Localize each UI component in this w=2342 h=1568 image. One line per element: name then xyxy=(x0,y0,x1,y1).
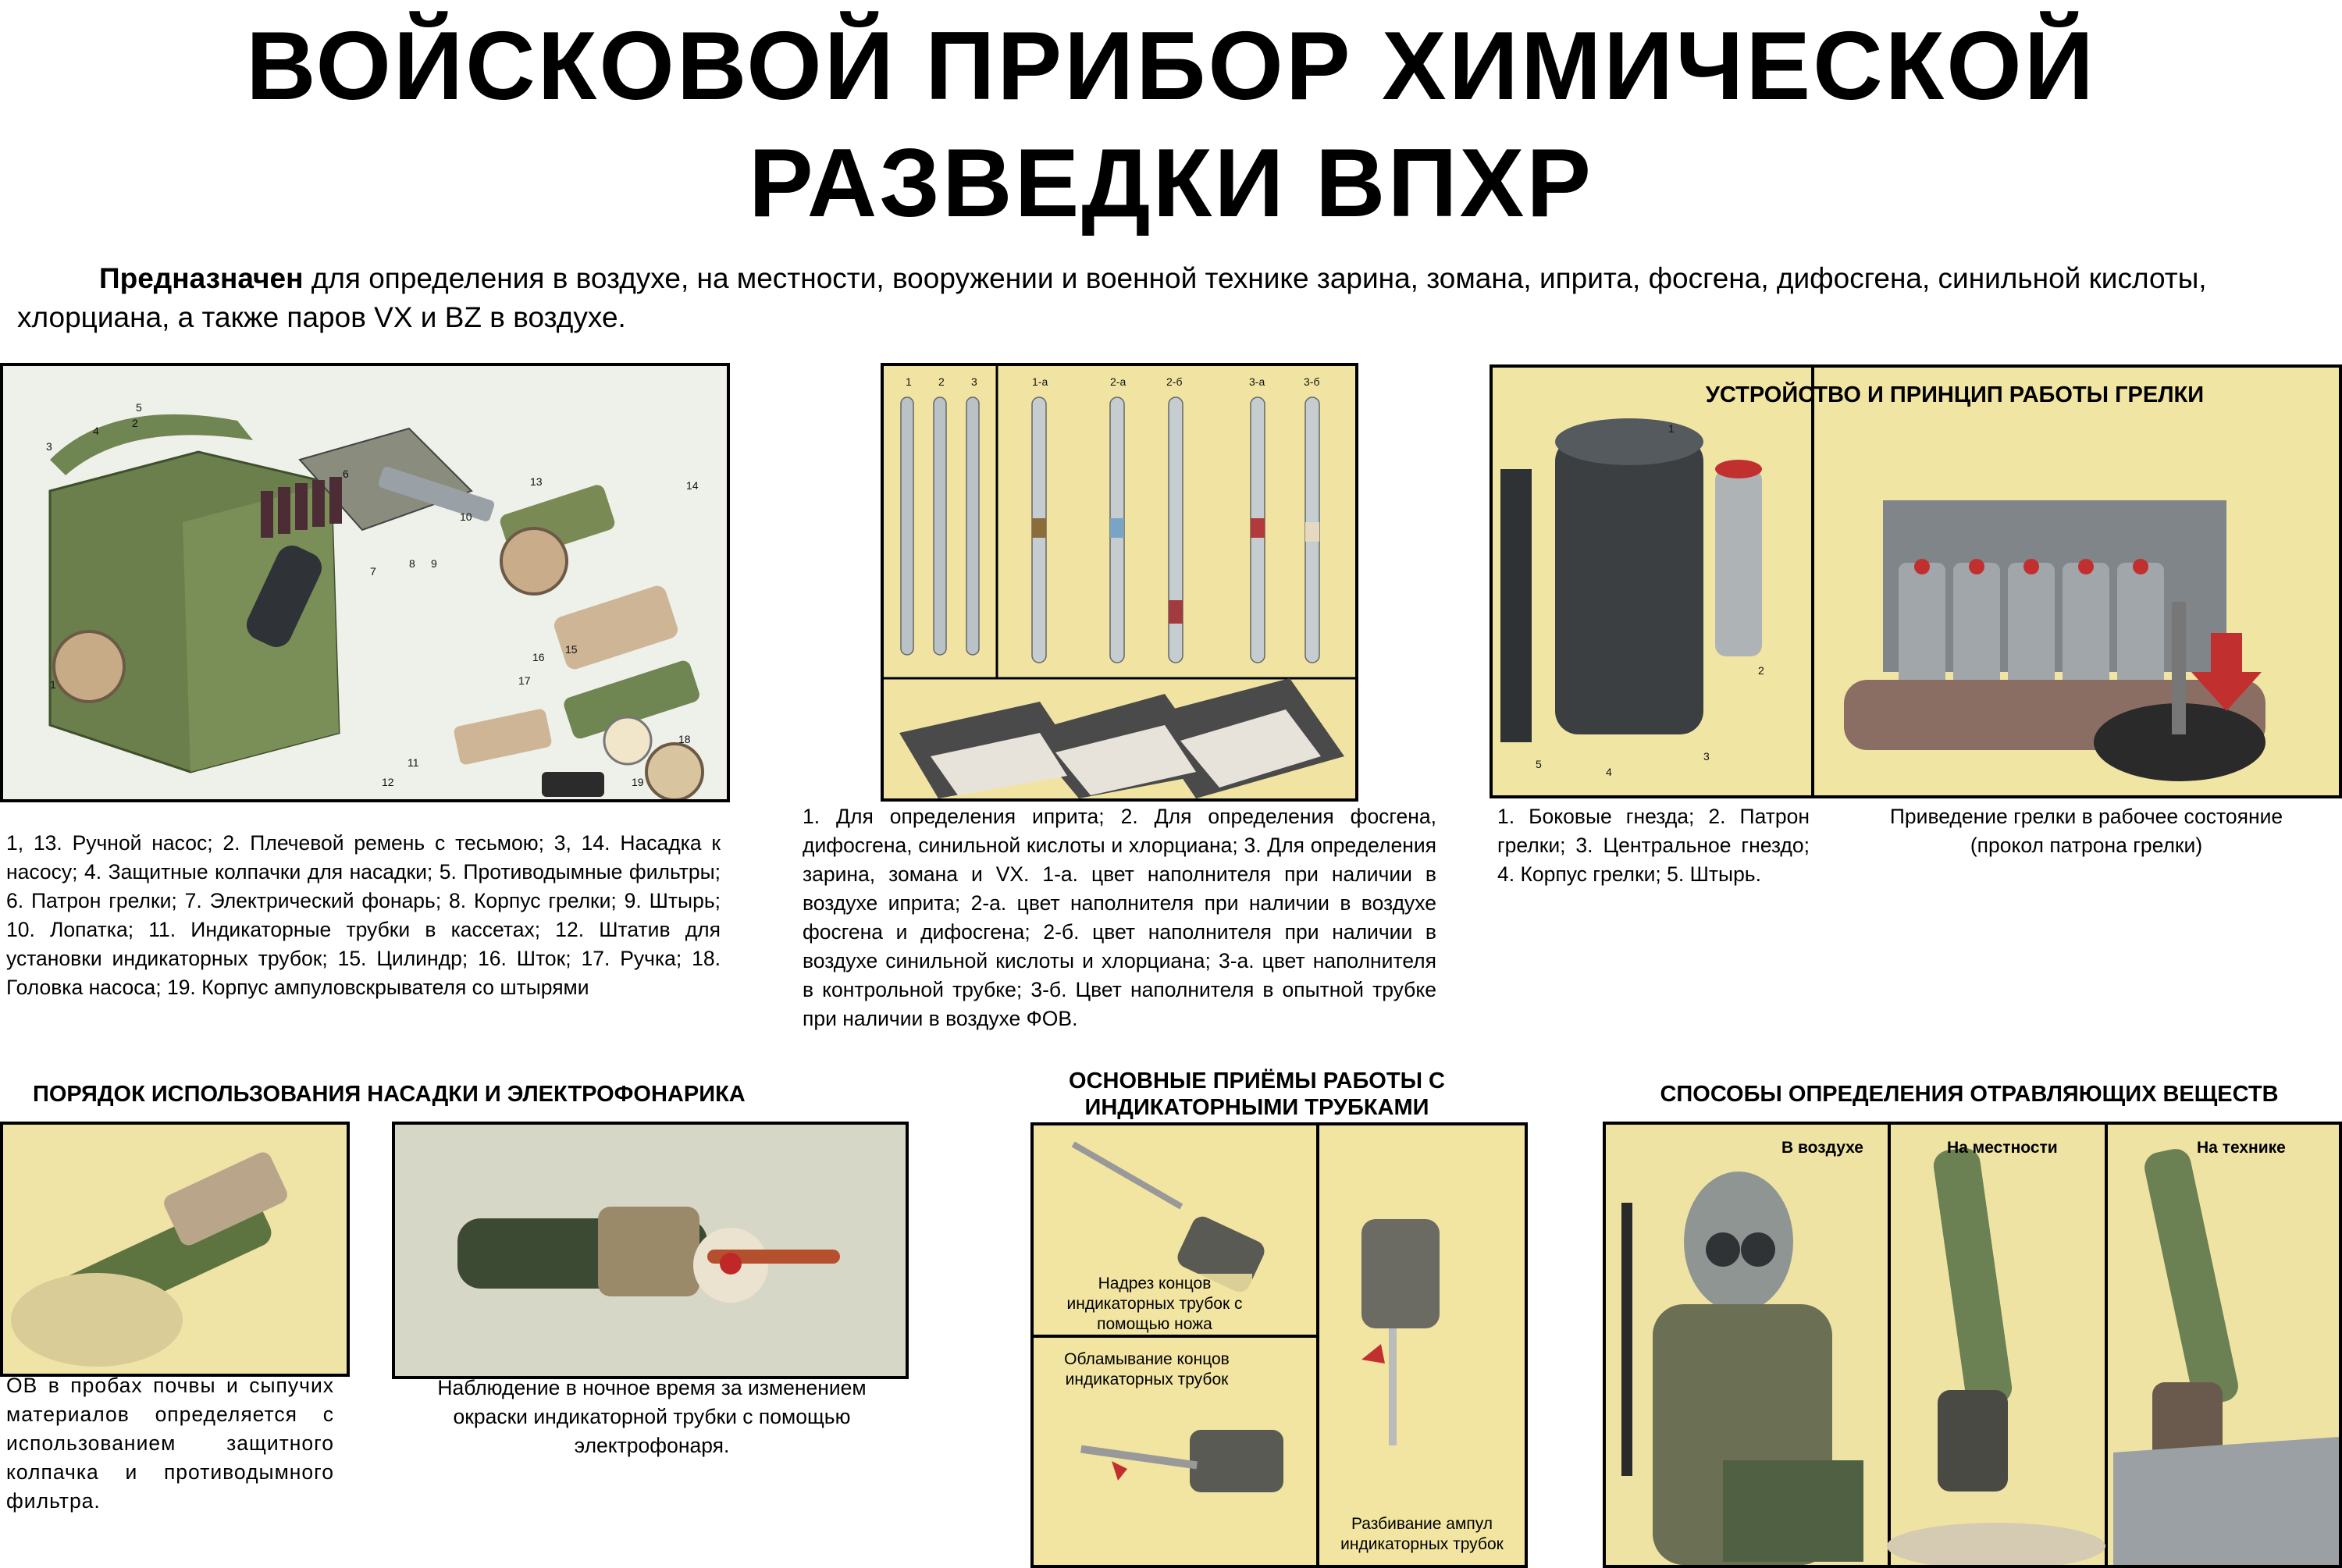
tubes-caption: 1. Для определения иприта; 2. Для определения фосгена, дифосгена, синильной кислоты и хлорциана; 3. Для определения зарина, зомана и VX. 1-а. цвет наполнителя при наличии в воздухе иприта; 2-а. цвет наполнителя при наличии в воздухе фосгена и дифосгена; 2-б. цвет наполнителя при наличии в воздухе синильной кислоты и хлорциана; 3-а. цвет наполнителя в контрольной трубке; 3-б. Цвет наполнителя в опытной трубке при наличии в воздухе ФОВ. xyxy=(803,805,1436,1030)
techniques-header-line1: ОСНОВНЫЕ ПРИЁМЫ РАБОТЫ С xyxy=(1069,1068,1445,1093)
tube-label-2a: 2-а xyxy=(1110,375,1127,388)
methods-col-terrain: На местности xyxy=(1947,1139,2058,1157)
heater-caption-left: 1. Боковые гнезда; 2. Патрон грелки; 3. Центральное гнездо; 4. Корпус грелки; 5. Штырь. xyxy=(1497,805,1810,886)
methods-col-vehicle: На технике xyxy=(2197,1139,2286,1157)
heater-num-3: 3 xyxy=(1703,750,1710,763)
nozzle-header: ПОРЯДОК ИСПОЛЬЗОВАНИЯ НАСАДКИ И ЭЛЕКТРОФОНАРИКА xyxy=(33,1082,746,1107)
heater-caption-right: Приведение грелки в рабочее состояние (прокол патрона грелки) xyxy=(1889,805,2283,857)
intro-bold: Предназначен xyxy=(99,262,304,294)
tube-label-3: 3 xyxy=(971,375,977,388)
kit-num-16: 16 xyxy=(532,651,545,663)
techniques-header-line2: ИНДИКАТОРНЫМИ ТРУБКАМИ xyxy=(1084,1095,1429,1120)
technique-label-1: Надрез концов индикаторных трубок с помощью ножа xyxy=(1057,1274,1252,1335)
nozzle-illustration-right xyxy=(392,1122,909,1379)
intro-paragraph xyxy=(17,259,2328,337)
heater-drawing xyxy=(1493,368,2339,795)
kit-num-4: 4 xyxy=(93,425,99,437)
nozzle-caption-left: ОВ в пробах почвы и сыпучих материалов определяется с использованием защитного колпачка и противодымного фильтра. xyxy=(6,1374,334,1513)
methods-drawing xyxy=(1606,1125,2339,1565)
kit-illustration xyxy=(0,363,730,802)
kit-num-11: 11 xyxy=(408,756,419,769)
kit-caption: 1, 13. Ручной насос; 2. Плечевой ремень с тесьмою; 3, 14. Насадка к насосу; 4. Защитные колпачки для насадки; 5. Противодымные фильтры; 6. Патрон грелки; 7. Электрический фонарь; 8. Корпус грелки; 9. Штырь; 10. Лопатка; 11. Индикаторные трубки в кассетах; 12. Штатив для установки индикаторных трубок; 15. Цилиндр; 16. Шток; 17. Ручка; 18. Головка насоса; 19. Корпус ампуловскрывателя со штырями xyxy=(6,831,721,999)
tubes-drawing xyxy=(884,366,1355,798)
tubes-illustration xyxy=(881,363,1358,802)
nozzle-illustration-left xyxy=(0,1122,350,1377)
heater-num-2: 2 xyxy=(1758,664,1764,677)
kit-num-1: 1 xyxy=(50,678,56,691)
tube-label-1a: 1-а xyxy=(1032,375,1048,388)
methods-col-air: В воздухе xyxy=(1781,1139,1863,1157)
heater-header: УСТРОЙСТВО И ПРИНЦИП РАБОТЫ ГРЕЛКИ xyxy=(1705,382,2205,407)
kit-num-10: 10 xyxy=(460,510,472,523)
kit-num-8: 8 xyxy=(409,557,415,570)
kit-num-15: 15 xyxy=(565,643,578,656)
kit-num-17: 17 xyxy=(518,674,531,687)
kit-num-13: 13 xyxy=(530,475,543,488)
nozzle-drawing-right xyxy=(395,1125,906,1376)
methods-illustration xyxy=(1603,1122,2342,1568)
techniques-illustration xyxy=(1030,1122,1528,1568)
heater-num-5: 5 xyxy=(1536,758,1542,770)
heater-num-4: 4 xyxy=(1606,766,1612,778)
kit-drawing xyxy=(3,366,727,799)
kit-num-3: 3 xyxy=(46,440,52,453)
kit-num-6: 6 xyxy=(343,468,349,480)
tube-label-3a: 3-а xyxy=(1249,375,1265,388)
technique-label-2: Обламывание концов индикаторных трубок xyxy=(1049,1349,1244,1390)
kit-num-12: 12 xyxy=(382,776,394,788)
tube-label-3b: 3-б xyxy=(1304,375,1320,388)
heater-num-1: 1 xyxy=(1668,422,1675,435)
kit-num-14: 14 xyxy=(686,479,699,492)
kit-num-19: 19 xyxy=(632,776,644,788)
kit-num-7: 7 xyxy=(370,565,376,578)
kit-num-5: 5 xyxy=(136,401,142,414)
page-title-line2: РАЗВЕДКИ ВПХР xyxy=(749,130,1593,237)
kit-num-18: 18 xyxy=(678,733,691,745)
tube-label-2: 2 xyxy=(938,375,945,388)
nozzle-drawing-left xyxy=(3,1125,347,1374)
tube-label-1: 1 xyxy=(906,375,912,388)
kit-num-2: 2 xyxy=(132,417,138,429)
kit-num-9: 9 xyxy=(431,557,437,570)
intro-text: для определения в воздухе, на местности, вооружении и военной технике зарина, зомана, иприта, фосгена, дифосгена, синильной кислоты, хлорциана, а также паров VX и BZ в воздухе. xyxy=(17,262,2207,333)
heater-illustration xyxy=(1490,364,2342,798)
technique-label-3: Разбивание ампул индикаторных трубок xyxy=(1326,1514,1518,1555)
methods-header: СПОСОБЫ ОПРЕДЕЛЕНИЯ ОТРАВЛЯЮЩИХ ВЕЩЕСТВ xyxy=(1660,1082,2279,1107)
techniques-drawing xyxy=(1034,1125,1525,1565)
nozzle-caption-right: Наблюдение в ночное время за изменением окраски индикаторной трубки с помощью электрофонаря. xyxy=(437,1376,867,1457)
page-title-line1: ВОЙСКОВОЙ ПРИБОР ХИМИЧЕСКОЙ xyxy=(246,12,2096,120)
tube-label-2b: 2-б xyxy=(1166,375,1183,388)
